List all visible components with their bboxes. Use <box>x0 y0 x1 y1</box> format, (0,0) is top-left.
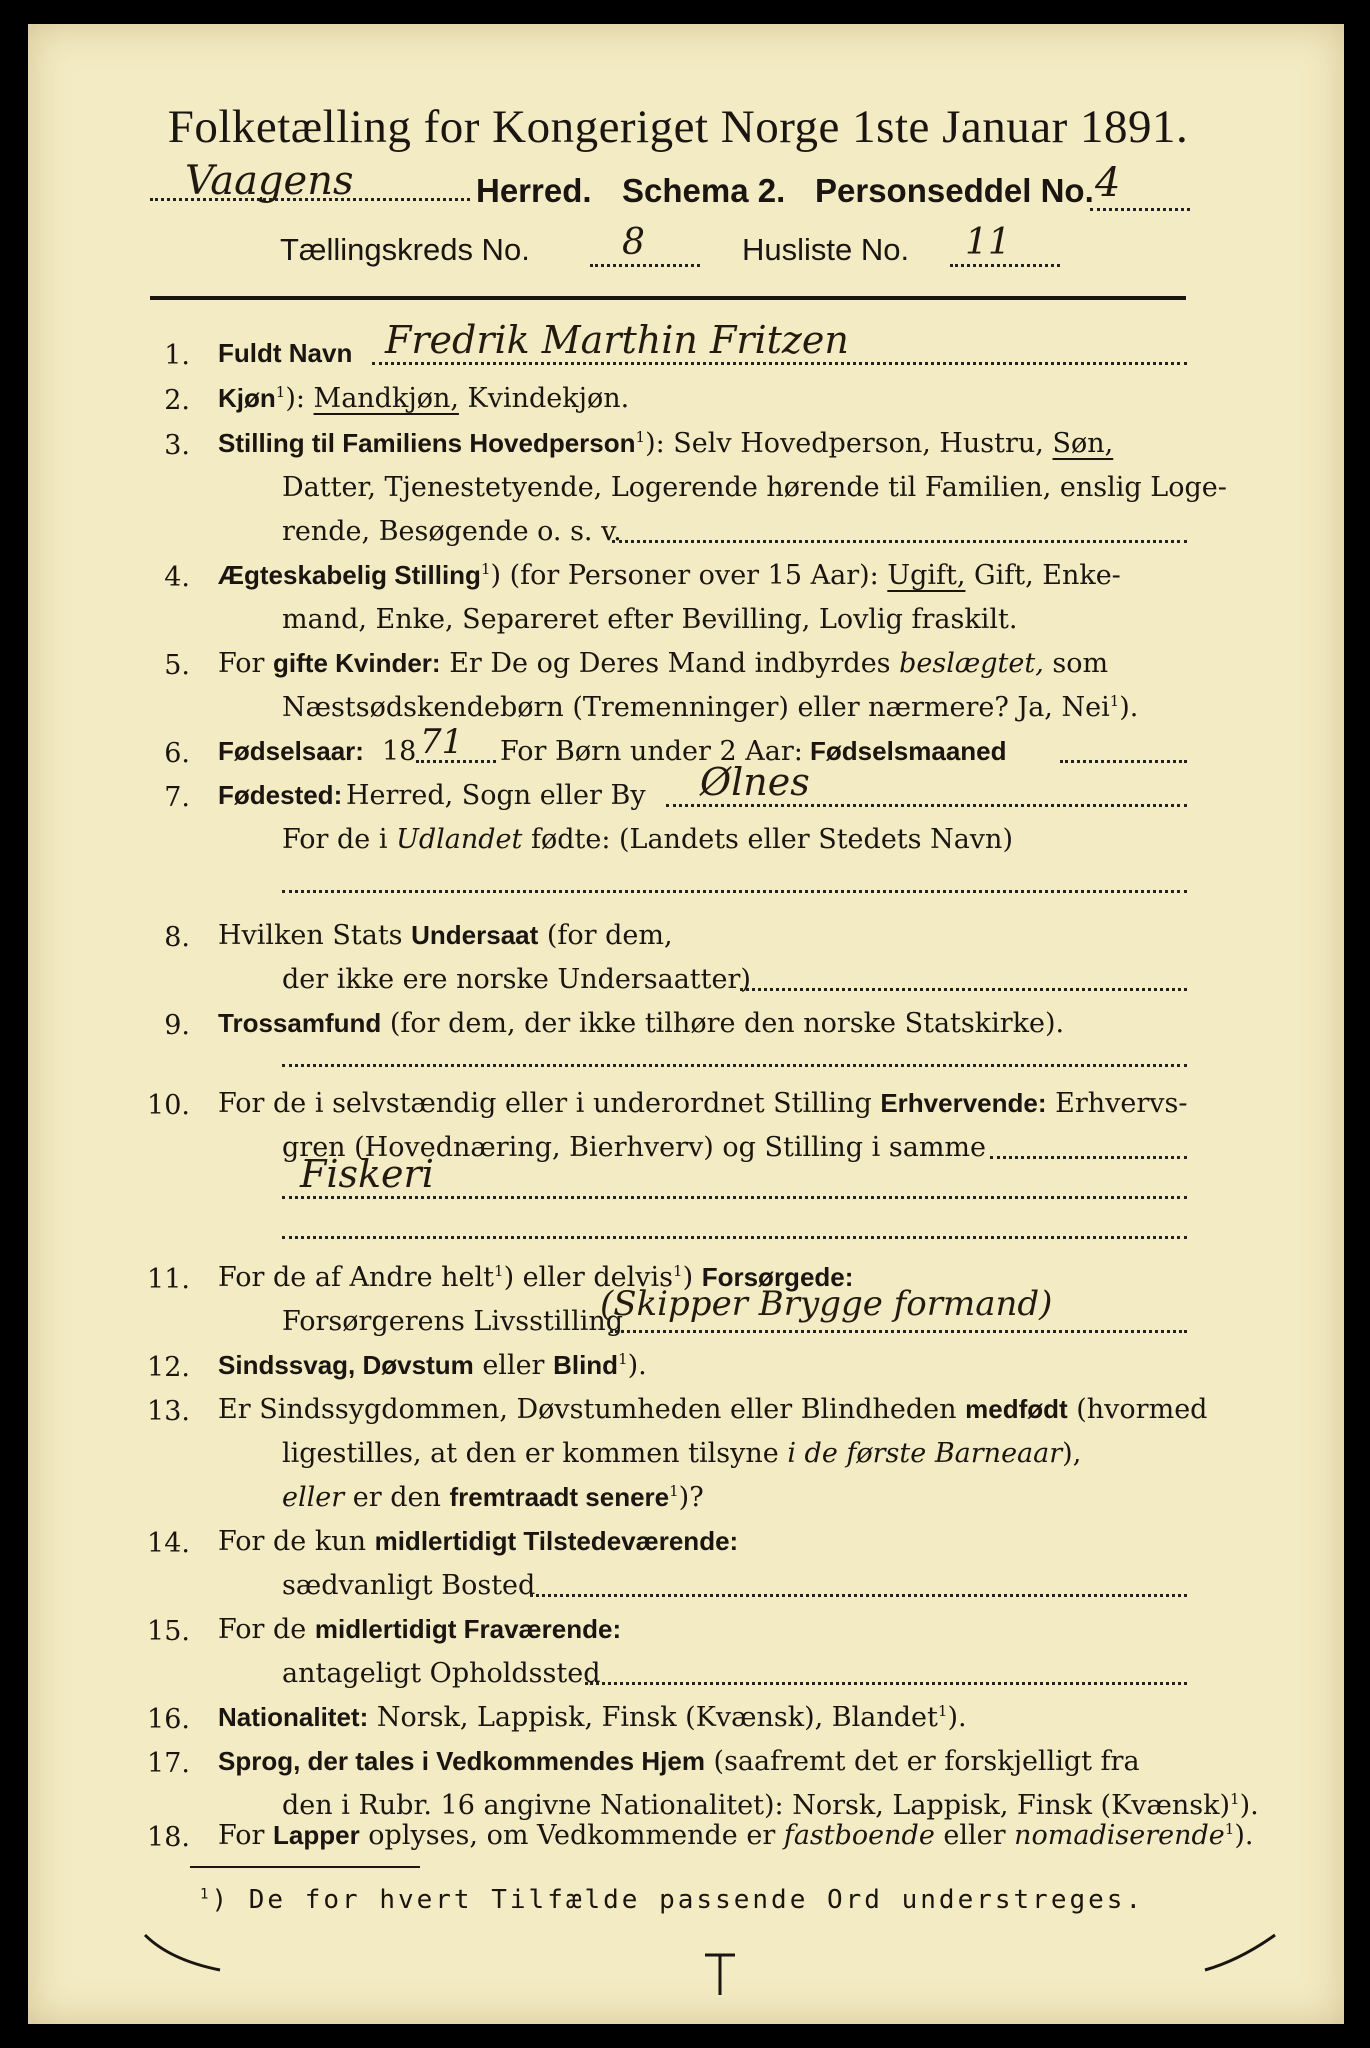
q15-dotted-line <box>585 1682 1187 1685</box>
item-number: 11. <box>147 1264 190 1295</box>
q6-label: Fødselsaar: <box>218 736 364 766</box>
q13-row <box>218 1396 1207 1423</box>
q14-row <box>218 1528 738 1555</box>
q5-label: gifte Kvinder: <box>273 648 441 678</box>
item-number: 13. <box>147 1396 190 1427</box>
q17-end: ). <box>1239 1790 1259 1821</box>
q3-options: ): Selv Hovedperson, Hustru, <box>645 428 1044 459</box>
q4-footnote-mark: 1 <box>480 560 491 578</box>
q18-text: oplyses, om Vedkommende er <box>368 1820 776 1851</box>
q18-label: Lapper <box>273 1820 360 1850</box>
item-number: 10. <box>147 1090 190 1121</box>
q18-italic-2: nomadiserende <box>1014 1820 1225 1851</box>
q6-mid: For Børn under 2 Aar: <box>500 736 803 767</box>
q6-prefix: 18 <box>382 736 417 767</box>
q5-footnote-mark: 1 <box>1109 692 1120 710</box>
q4-label: Ægteskabelig Stilling <box>218 560 481 590</box>
q9-label: Trossamfund <box>218 1008 382 1038</box>
q8-pre: Hvilken Stats <box>218 920 403 951</box>
q2-option-kvindekjon: Kvindekjøn. <box>467 383 630 414</box>
q18-end: ). <box>1234 1820 1254 1851</box>
item-number: 6. <box>164 738 190 769</box>
q3-line3: rende, Besøgende o. s. v. <box>282 516 622 547</box>
q11-footnote-mark-2: 1 <box>673 1262 683 1280</box>
q8-line2: der ikke ere norske Undersaatter) <box>282 964 751 995</box>
item-number: 9. <box>164 1010 190 1041</box>
q17-line2-row <box>282 1792 1259 1819</box>
herred-label: Herred. <box>476 172 592 209</box>
q16-row <box>218 1704 967 1731</box>
q7-text: Herred, Sogn eller By <box>346 780 646 811</box>
item-number: 14. <box>147 1528 190 1559</box>
q11-line2: Forsørgerens Livsstilling <box>282 1306 624 1337</box>
q13-line2-italic: i de første Barneaar <box>787 1438 1063 1469</box>
q7-line2-a: For de i <box>282 824 388 855</box>
q9-text: (for dem, der ikke tilhøre den norske Statskirke). <box>389 1008 1065 1039</box>
q16-label: Nationalitet: <box>218 1702 369 1732</box>
q13-line3-italic: eller <box>282 1482 345 1513</box>
q11-mid: ) eller delvis <box>503 1262 674 1293</box>
q3-footnote-mark: 1 <box>635 428 646 446</box>
q18-row <box>218 1822 1253 1849</box>
q15-pre: For de <box>218 1614 307 1645</box>
q13-end: (hvormed <box>1076 1394 1208 1425</box>
q2-label: Kjøn <box>218 383 276 413</box>
kreds-value: 8 <box>622 222 645 263</box>
q6-year-value: 71 <box>420 722 464 762</box>
footnote <box>200 1885 1144 1915</box>
q11-footnote-mark: 1 <box>494 1262 504 1280</box>
q16-end: ). <box>947 1702 967 1733</box>
q16-text: Norsk, Lappisk, Finsk (Kvænsk), Blandet <box>376 1702 938 1733</box>
footnote-mark: 1 <box>200 1886 212 1903</box>
q13-line3-row <box>282 1484 704 1511</box>
q1-name-value: Fredrik Marthin Fritzen <box>385 318 849 362</box>
q13-text: Er Sindssygdommen, Døvstumheden eller Blindheden <box>218 1394 957 1425</box>
q13-label: medfødt <box>965 1394 1068 1424</box>
item-number: 12. <box>147 1352 190 1383</box>
header-rule <box>150 296 1186 300</box>
q2-option-mandkjon: Mandkjøn, <box>313 383 459 414</box>
q14-pre: For de kun <box>218 1526 366 1557</box>
q7-line2-italic: Udlandet <box>396 824 523 855</box>
q4-option-ugift: Ugift, <box>887 560 966 591</box>
q14-dotted-line <box>530 1594 1187 1597</box>
form-title: Folketælling for Kongeriget Norge 1ste Januar 1891. <box>167 101 1189 153</box>
q3-label: Stilling til Familiens Hovedperson <box>218 428 636 458</box>
q7-dotted-line <box>666 804 1187 807</box>
corner-mark-right <box>1200 1930 1280 1980</box>
q10-line2: gren (Hovednæring, Bierhverv) og Stilling i samme <box>282 1132 987 1163</box>
q16-footnote-mark: 1 <box>937 1702 948 1720</box>
q10-extra-dotted-line <box>282 1236 1187 1239</box>
q5-italic: beslægtet, <box>899 648 1044 679</box>
q8-row <box>218 922 673 949</box>
q12-mid: eller <box>482 1350 545 1381</box>
q12-label2: Blind <box>553 1350 619 1380</box>
q13-line2-b: ), <box>1062 1438 1082 1469</box>
q18-pre: For <box>218 1820 265 1851</box>
q4-row <box>218 562 1121 589</box>
q3-row <box>218 430 1113 457</box>
q10-row <box>218 1090 1188 1117</box>
q6-label2: Fødselsmaaned <box>810 736 1007 766</box>
item-number: 1. <box>164 340 190 371</box>
q5-text: Er De og Deres Mand indbyrdes <box>449 648 891 679</box>
item-number: 5. <box>164 650 190 681</box>
q17-label: Sprog, der tales i Vedkommendes Hjem <box>218 1746 705 1776</box>
kreds-dotted-line <box>590 264 700 267</box>
q18-italic-1: fastboende <box>783 1820 935 1851</box>
q7-line2-row <box>282 826 1013 853</box>
item-number: 8. <box>164 922 190 953</box>
q11-dotted-line <box>610 1330 1187 1333</box>
q3-dotted-line <box>612 540 1187 543</box>
q11-provider-value: (Skipper Brygge formand) <box>600 1284 1053 1324</box>
q10-occupation-dotted-line <box>282 1196 1187 1199</box>
q12-label: Sindssvag, Døvstum <box>218 1350 474 1380</box>
q12-end: ). <box>627 1350 647 1381</box>
personseddel-label: Personseddel No. <box>815 172 1094 209</box>
corner-mark-left <box>140 1930 230 1980</box>
q8-dotted-line <box>740 988 1187 991</box>
schema-label: Schema 2. <box>622 172 786 209</box>
q7-abroad-dotted-line <box>282 890 1187 893</box>
q4-text: ) (for Personer over 15 Aar): <box>490 560 879 591</box>
q3-option-son: Søn, <box>1052 428 1114 459</box>
center-mark <box>700 1950 740 2000</box>
q6-month-dotted-line <box>1060 760 1187 763</box>
item-number: 3. <box>164 430 190 461</box>
q15-row <box>218 1616 621 1643</box>
q7-birthplace-value: Ølnes <box>700 760 810 804</box>
q15-line2: antageligt Opholdssted <box>282 1658 601 1689</box>
q4-line2: mand, Enke, Separeret efter Bevilling, Lovlig fraskilt. <box>282 604 1018 635</box>
item-number: 15. <box>147 1616 190 1647</box>
q8-label: Undersaat <box>411 920 539 950</box>
q13-line2-a: ligestilles, at den er kommen tilsyne <box>282 1438 779 1469</box>
q8-text: (for dem, <box>546 920 673 951</box>
q2-colon: ): <box>285 383 305 414</box>
q4-options-rest: Gift, Enke- <box>974 560 1121 591</box>
item-number: 4. <box>164 562 190 593</box>
q10-text: For de i selvstændig eller i underordnet Stilling <box>218 1088 872 1119</box>
personseddel-value: 4 <box>1095 160 1121 206</box>
q9-row <box>218 1010 1064 1037</box>
q5-close: ). <box>1119 692 1139 723</box>
husliste-value: 11 <box>965 222 1011 263</box>
q17-footnote-mark: 1 <box>1230 1790 1240 1808</box>
q11-label: Forsørgede: <box>701 1262 854 1292</box>
q15-label: midlertidigt Fraværende: <box>314 1614 622 1644</box>
footnote-rule <box>190 1866 420 1868</box>
q14-line2: sædvanligt Bosted <box>282 1570 536 1601</box>
q7-line2-b: fødte: (Landets eller Stedets Navn) <box>530 824 1013 855</box>
q7-label: Fødested: <box>218 780 343 810</box>
q13-line2-row <box>282 1440 1081 1467</box>
q5-line2-row <box>282 694 1138 721</box>
q11-text: For de af Andre helt <box>218 1262 495 1293</box>
q13-line3-label: fremtraadt senere <box>449 1482 670 1512</box>
q13-line3-a: er den <box>352 1482 441 1513</box>
q11-row: For de af Andre helt$^1$) eller delvis$^1$) Forsørgede: <box>218 1262 854 1293</box>
item-number: 16. <box>147 1704 190 1735</box>
item-number: 2. <box>164 385 190 416</box>
item-number: 17. <box>147 1748 190 1779</box>
husliste-label: Husliste No. <box>742 232 910 267</box>
q10-dotted-line <box>990 1156 1187 1159</box>
q5-pre: For <box>218 648 265 679</box>
q10-end: Erhvervs- <box>1055 1088 1188 1119</box>
q5-end: som <box>1052 648 1109 679</box>
q18-mid: eller <box>943 1820 1006 1851</box>
item-number: 7. <box>164 782 190 813</box>
q13-line3-b: )? <box>678 1482 704 1513</box>
q17-text: (saafremt det er forskjelligt fra <box>713 1746 1140 1777</box>
husliste-dotted-line <box>950 264 1060 267</box>
q12-row <box>218 1352 647 1379</box>
q10-label: Erhvervende: <box>880 1088 1047 1118</box>
q18-footnote-mark: 1 <box>1224 1820 1235 1838</box>
item-number: 18. <box>147 1822 190 1853</box>
q14-label: midlertidigt Tilstedeværende: <box>374 1526 739 1556</box>
personseddel-dotted-line <box>1090 208 1190 211</box>
q1-label: Fuldt Navn <box>218 338 353 368</box>
q5-line2: Næstsødskendebørn (Tremenninger) eller nærmere? Ja, Nei <box>282 692 1110 723</box>
herred-value: Vaagens <box>185 158 354 204</box>
footnote-text: ) De for hvert Tilfælde passende Ord understreges. <box>211 1885 1145 1915</box>
q1-dotted-line <box>372 362 1187 365</box>
kreds-label: Tællingskreds No. <box>280 232 530 267</box>
q2-footnote-mark: 1 <box>275 383 286 401</box>
q12-footnote-mark: 1 <box>618 1350 628 1368</box>
q13-footnote-mark: 1 <box>669 1482 679 1500</box>
q3-line2: Datter, Tjenestetyende, Logerende hørende til Familien, enslig Loge- <box>282 472 1227 503</box>
q5-row <box>218 650 1108 677</box>
q10-occupation-value: Fiskeri <box>300 1152 434 1196</box>
q2-row <box>218 385 629 412</box>
q9-dotted-line <box>282 1064 1187 1067</box>
q17-line2: den i Rubr. 16 angivne Nationalitet): Norsk, Lappisk, Finsk (Kvænsk) <box>282 1790 1231 1821</box>
q17-row <box>218 1748 1140 1775</box>
